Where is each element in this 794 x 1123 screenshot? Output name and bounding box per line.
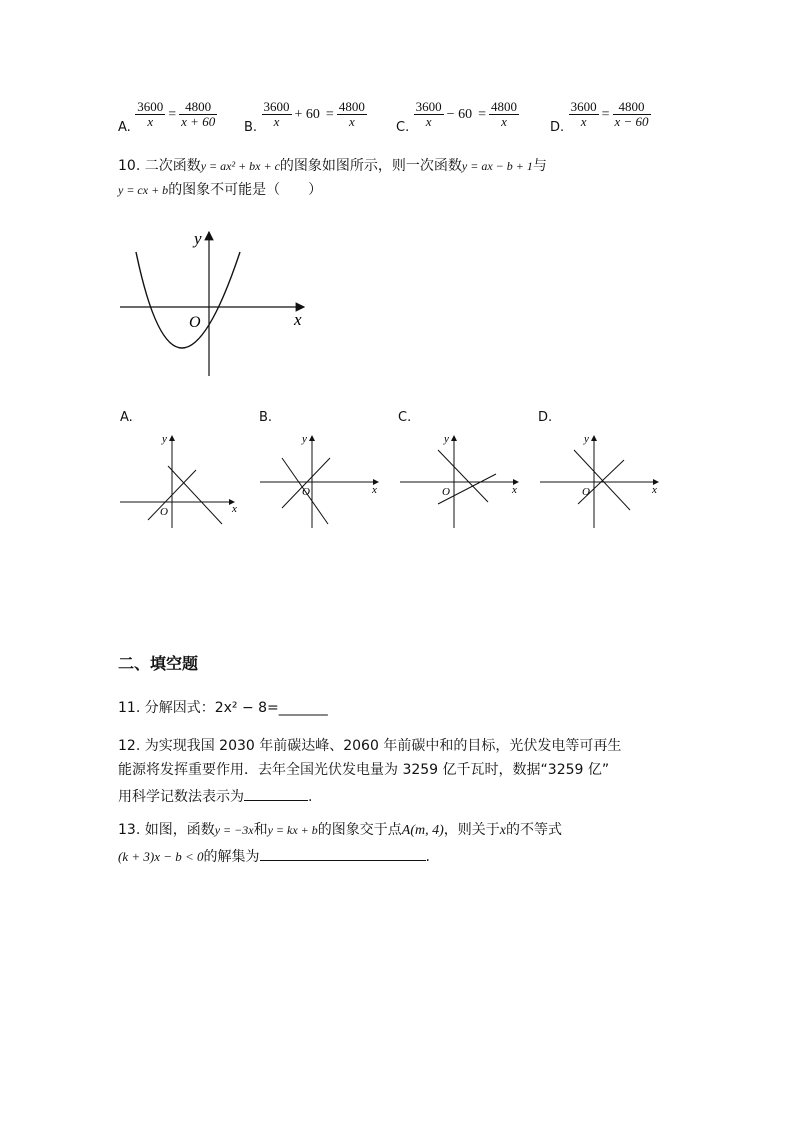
line-2 <box>574 450 630 510</box>
parabola-graph <box>118 224 318 380</box>
q10-line2: y = cx + b的图象不可能是（ ） <box>118 182 323 198</box>
question-number: 12. <box>118 738 141 754</box>
question-number: 13. <box>118 822 141 838</box>
q10-line1: 10. 二次函数y = ax² + bx + c的图象如图所示，则一次函数y = ax − b + 1与 <box>118 158 547 174</box>
math-quadratic: y = ax² + bx + c <box>200 159 280 173</box>
y-axis-label: y <box>302 433 307 445</box>
q9-options-row <box>118 100 678 134</box>
q9-option-c: C. $\frac{3600}{x}$ − 60 = $\frac{4800}{x}$ <box>396 99 517 135</box>
question-number: 11. <box>118 700 141 716</box>
origin-label: O <box>582 486 590 498</box>
q12-line2: 能源将发挥重要作用．去年全国光伏发电量为 3259 亿千瓦时，数据“3259 亿” <box>118 762 610 778</box>
math-linear-1: y = ax − b + 1 <box>461 159 533 173</box>
section-heading: 二、填空题 <box>118 654 199 673</box>
q12-line3: 用科学记数法表示为 . <box>118 784 312 807</box>
fraction-right: $\frac{4800}{x}$ <box>490 99 517 129</box>
y-axis-label: y <box>444 433 449 445</box>
x-axis-label: x <box>652 484 657 496</box>
q9-option-a: A. $\frac{3600}{x}$ = $\frac{4800}{x + 60}$ <box>118 99 216 135</box>
q10-option-d-label: D. <box>538 410 553 425</box>
q9-option-b: B. $\frac{3600}{x}$ + 60 = $\frac{4800}{x}$ <box>244 99 365 135</box>
question-number: 10. <box>118 158 141 174</box>
q10-option-d-graph <box>538 430 666 530</box>
fraction-right: $\frac{4800}{x}$ <box>338 99 365 129</box>
math-linear-2: y = cx + b <box>118 183 169 197</box>
q10-option-a-label: A. <box>120 410 133 425</box>
q10-option-a-graph <box>118 430 246 530</box>
fraction-left: $\frac{3600}{x}$ <box>415 99 442 129</box>
x-axis-label: x <box>294 310 302 329</box>
q10-option-b-graph <box>258 430 386 530</box>
fraction-right: $\frac{4800}{x - 60}$ <box>614 99 649 129</box>
q11 <box>118 698 328 718</box>
fraction-right: $\frac{4800}{x + 60}$ <box>181 99 216 129</box>
q10-option-c-label: C. <box>398 410 412 425</box>
y-axis-label: y <box>584 433 589 445</box>
y-axis-label: y <box>162 433 167 445</box>
x-axis-label: x <box>372 484 377 496</box>
q10-option-b-label: B. <box>259 410 273 425</box>
q10-option-c-graph <box>398 430 526 530</box>
line-2 <box>282 458 330 508</box>
fraction-left: $\frac{3600}{x}$ <box>570 99 597 129</box>
parabola-curve <box>136 252 240 348</box>
x-axis-label: x <box>232 503 237 515</box>
answer-blank[interactable] <box>260 844 426 861</box>
line-2 <box>168 466 222 524</box>
q12-line1: 12. 为实现我国 2030 年前碳达峰、2060 年前碳中和的目标，光伏发电等可再生 <box>118 738 622 754</box>
q13-line2: (k + 3)x − b < 0的解集为 . <box>118 844 430 867</box>
origin-label: O <box>160 506 168 518</box>
origin-label: O <box>189 314 201 331</box>
option-label: A. <box>118 119 131 135</box>
x-axis-label: x <box>512 484 517 496</box>
origin-label: O <box>442 486 450 498</box>
q13-line1: 13. 如图，函数y = −3x和y = kx + b的图象交于点A(m, 4)，则关于x的不等式 <box>118 822 562 838</box>
q9-option-d: D. $\frac{3600}{x}$ = $\frac{4800}{x - 60}$ <box>550 99 649 135</box>
answer-blank[interactable] <box>244 784 308 801</box>
fraction-left: $\frac{3600}{x}$ <box>263 99 290 129</box>
q11-text: 分解因式：2x² − 8=_______ <box>144 700 328 716</box>
y-axis-label: y <box>194 229 202 248</box>
fraction-left: $\frac{3600}{x}$ <box>137 99 164 129</box>
origin-label: O <box>302 486 310 498</box>
